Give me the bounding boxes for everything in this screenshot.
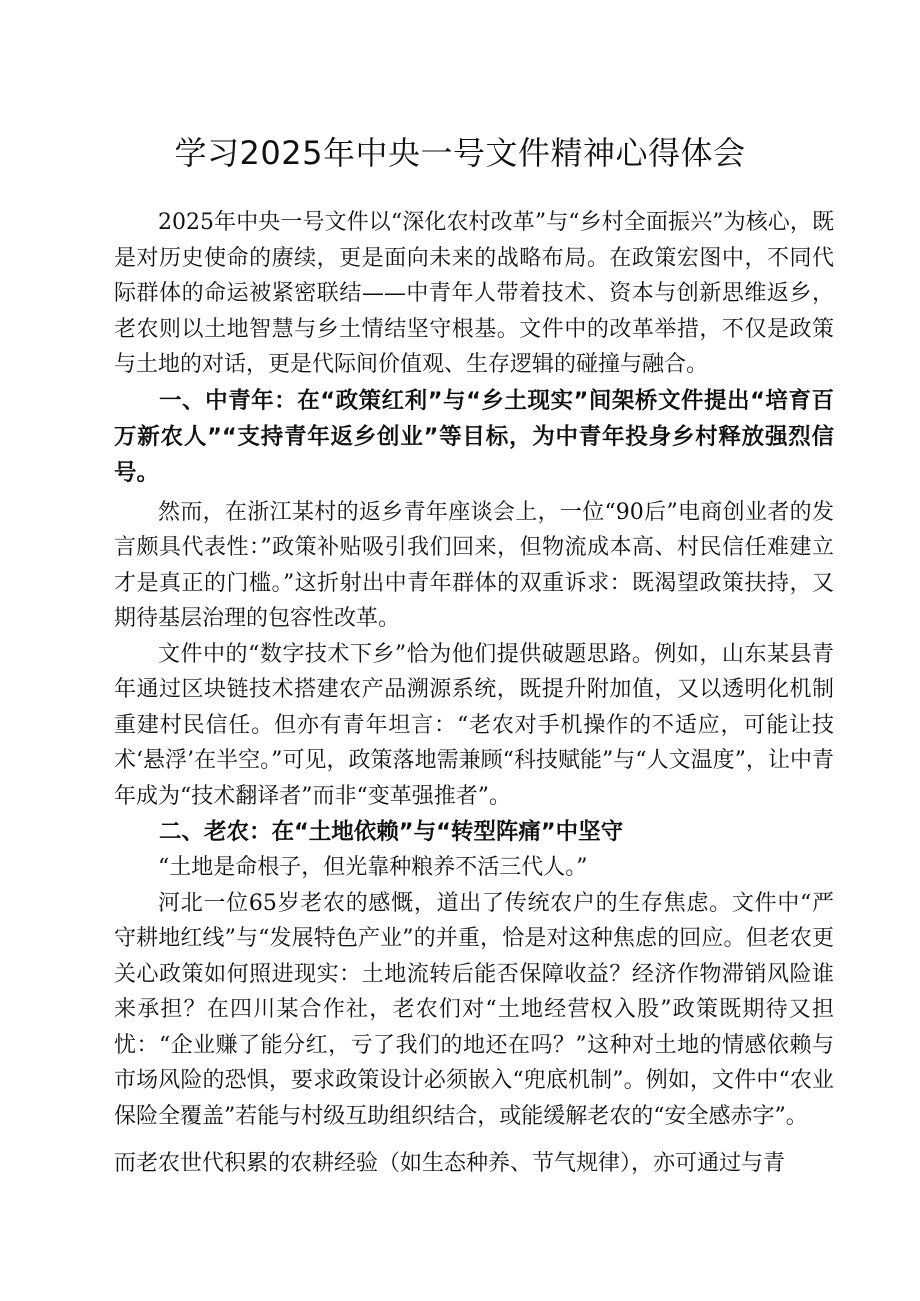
paragraph-youth-forum: 然而，在浙江某村的返乡青年座谈会上，一位“90后”电商创业者的发言颇具代表性：”政策补贴吸引我们回来，但物流成本高、村民信任难建立才是真正的门槛。”这折射出中青年群体的双重诉求：既渴望政策扶持，又期待基层治理的包容性改革。 bbox=[114, 499, 834, 631]
paragraph-elder-farmers: 河北一位65岁老农的感慨，道出了传统农户的生存焦虑。文件中“严守耕地红线”与“发展特色产业”的并重，恰是对这种焦虑的回应。但老农更关心政策如何照进现实：土地流转后能否保障收益？经济作物滞销风险谁来承担？在四川某合作社，老农们对“土地经营权入股”政策既期待又担忧：“企业赚了能分红，亏了我们的地还在吗？”这种对土地的情感依赖与市场风险的恐惧，要求政策设计必须嵌入“兜底机制”。例如，文件中“农业保险全覆盖”若能与村级互助组织结合，或能缓解老农的“安全感赤字”。 bbox=[114, 890, 834, 1129]
document-title: 学习2025年中央一号文件精神心得体会 bbox=[174, 134, 746, 172]
paragraph-digital-tech: 文件中的“数字技术下乡”恰为他们提供破题思路。例如，山东某县青年通过区块链技术搭建农产品溯源系统，既提升附加值，又以透明化机制重建村民信任。但亦有青年坦言：“老农对手机操作的不适应，可能让技术‘悬浮’在半空。”可见，政策落地需兼顾“科技赋能”与“人文温度”，让中青年成为“技术翻译者”而非“变革强推者”。 bbox=[114, 641, 834, 809]
document-body bbox=[114, 205, 834, 1134]
section-heading-elder-farmers: 二、老农：在“土地依赖”与“转型阵痛”中坚守 bbox=[159, 819, 624, 845]
paragraph-continuation: 而老农世代积累的农耕经验（如生态种养、节气规律），亦可通过与青 bbox=[114, 1151, 786, 1176]
section-heading-youth: 一、中青年：在“政策红利”与“乡土现实”间架桥文件提出“培育百万新农人”“支持青年返乡创业”等目标，为中青年投身乡村释放强烈信号。 bbox=[114, 387, 834, 486]
paragraph-intro: 2025年中央一号文件以“深化农村改革”与“乡村全面振兴”为核心，既是对历史使命的赓续，更是面向未来的战略布局。在政策宏图中，不同代际群体的命运被紧密联结——中青年人带着技术、资本与创新思维返乡，老农则以土地智慧与乡土情结坚守根基。文件中的改革举措，不仅是政策与土地的对话，更是代际间价值观、生存逻辑的碰撞与融合。 bbox=[114, 210, 834, 377]
paragraph-quote: “土地是命根子，但光靠种粮养不活三代人。” bbox=[158, 855, 588, 880]
